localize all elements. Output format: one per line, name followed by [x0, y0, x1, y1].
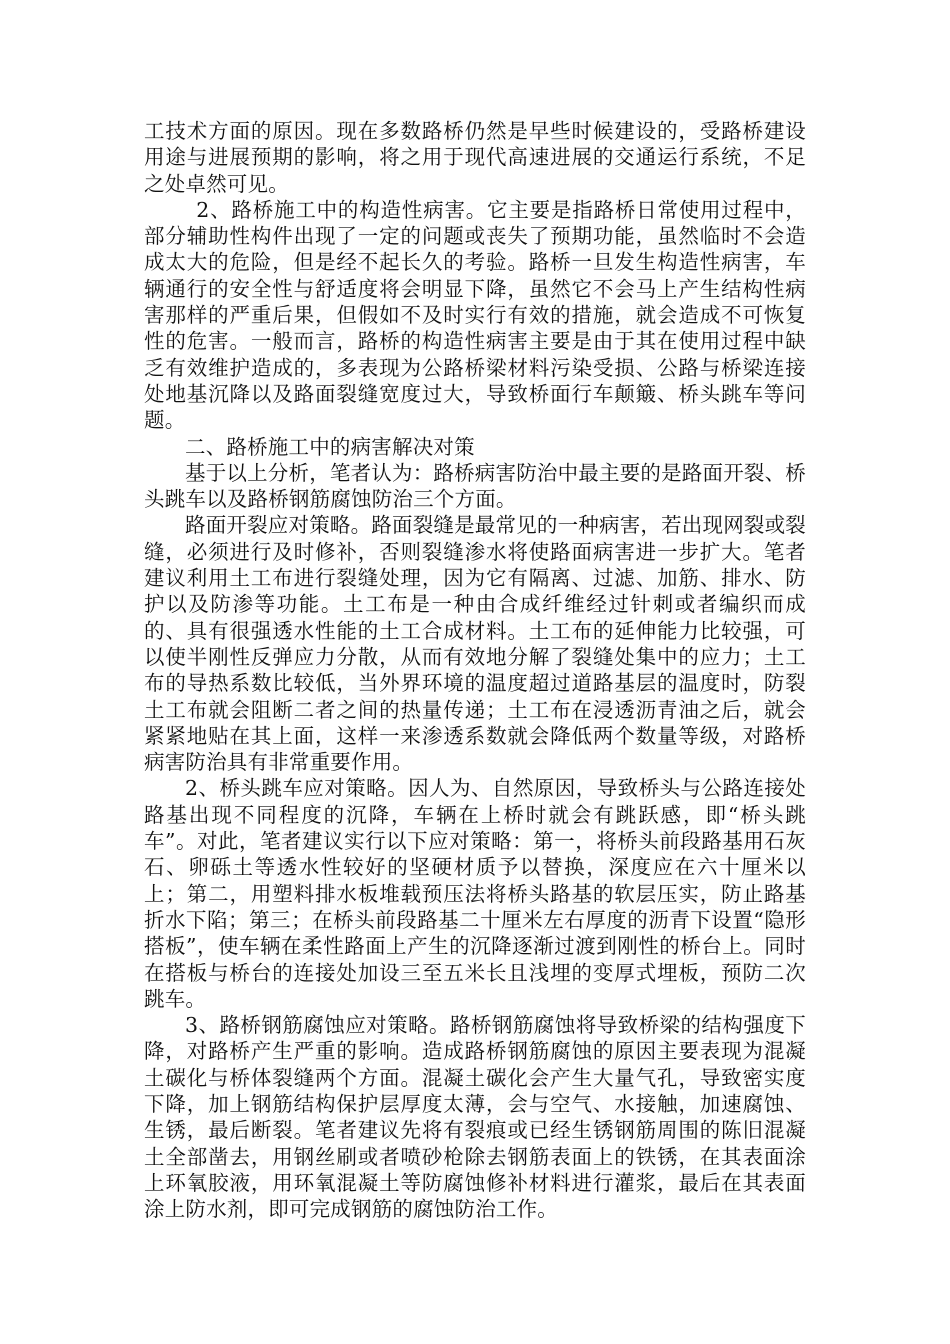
document-body [144, 118, 806, 1222]
paragraph-pavement-cracking: 路面开裂应对策略。路面裂缝是最常见的一种病害，若出现网裂或裂缝，必须进行及时修补，否则裂缝渗水将使路面病害进一步扩大。笔者建议利用土工布进行裂缝处理，因为它有隔离、过滤、加筋、排水、防护以及防渗等功能。土工布是一种由合成纤维经过针刺或者编织而成的、具有很强透水性能的土工合成材料。土工布的延伸能力比较强，可以使半刚性反弹应力分散，从而有效地分解了裂缝处集中的应力；土工布的导热系数比较低，当外界环境的温度超过道路基层的温度时，防裂土工布就会阻断二者之间的热量传递；土工布在浸透沥青油之后，就会紧紧地贴在其上面，这样一来渗透系数就会降低两个数量等级，对路桥病害防治具有非常重要作用。 [144, 513, 806, 775]
section-heading-solutions: 二、路桥施工中的病害解决对策 [185, 434, 475, 459]
paragraph-continuation: 工技术方面的原因。现在多数路桥仍然是早些时候建设的，受路桥建设用途与进展预期的影响，将之用于现代高速进展的交通运行系统，不足之处卓然可见。 [144, 119, 806, 196]
paragraph-bridge-head-bump: 2、桥头跳车应对策略。因人为、自然原因，导致桥头与公路连接处路基出现不同程度的沉降，车辆在上桥时就会有跳跃感，即“桥头跳车”。对此，笔者建议实行以下应对策略：第一，将桥头前段路基用石灰石、卵砾土等透水性较好的坚硬材质予以替换，深度应在六十厘米以上；第二，用塑料排水板堆载预压法将桥头路基的软层压实，防止路基折水下陷；第三；在桥头前段路基二十厘米左右厚度的沥青下设置“隐形搭板”，使车辆在柔性路面上产生的沉降逐渐过渡到刚性的桥台上。同时在搭板与桥台的连接处加设三至五米长且浅埋的变厚式埋板，预防二次跳车。 [144, 776, 806, 1011]
paragraph-rebar-corrosion: 3、路桥钢筋腐蚀应对策略。路桥钢筋腐蚀将导致桥梁的结构强度下降，对路桥产生严重的影响。造成路桥钢筋腐蚀的原因主要表现为混凝土碳化与桥体裂缝两个方面。混凝土碳化会产生大量气孔，导致密实度下降，加上钢筋结构保护层厚度太薄，会与空气、水接触，加速腐蚀、生锈，最后断裂。笔者建议先将有裂痕或已经生锈钢筋周围的陈旧混凝土全部凿去，用钢丝刷或者喷砂枪除去钢筋表面上的铁锈，在其表面涂上环氧胶液，用环氧混凝土等防腐蚀修补材料进行灌浆，最后在其表面涂上防水剂，即可完成钢筋的腐蚀防治工作。 [144, 1013, 806, 1222]
paragraph-intro-solutions: 基于以上分析，笔者认为：路桥病害防治中最主要的是路面开裂、桥头跳车以及路桥钢筋腐蚀防治三个方面。 [144, 460, 806, 512]
paragraph-structural-defects: 2、路桥施工中的构造性病害。它主要是指路桥日常使用过程中，部分辅助性构件出现了一定的问题或丧失了预期功能，虽然临时不会造成太大的危险，但是经不起长久的考验。路桥一旦发生构造性病害，车辆通行的安全性与舒适度将会明显下降，虽然它不会马上产生结构性病害那样的严重后果，但假如不及时实行有效的措施，就会造成不可恢复性的危害。一般而言，路桥的构造性病害主要是由于其在使用过程中缺乏有效维护造成的，多表现为公路桥梁材料污染受损、公路与桥梁连接处地基沉降以及路面裂缝宽度过大，导致桥面行车颠簸、桥头跳车等问题。 [144, 197, 806, 433]
